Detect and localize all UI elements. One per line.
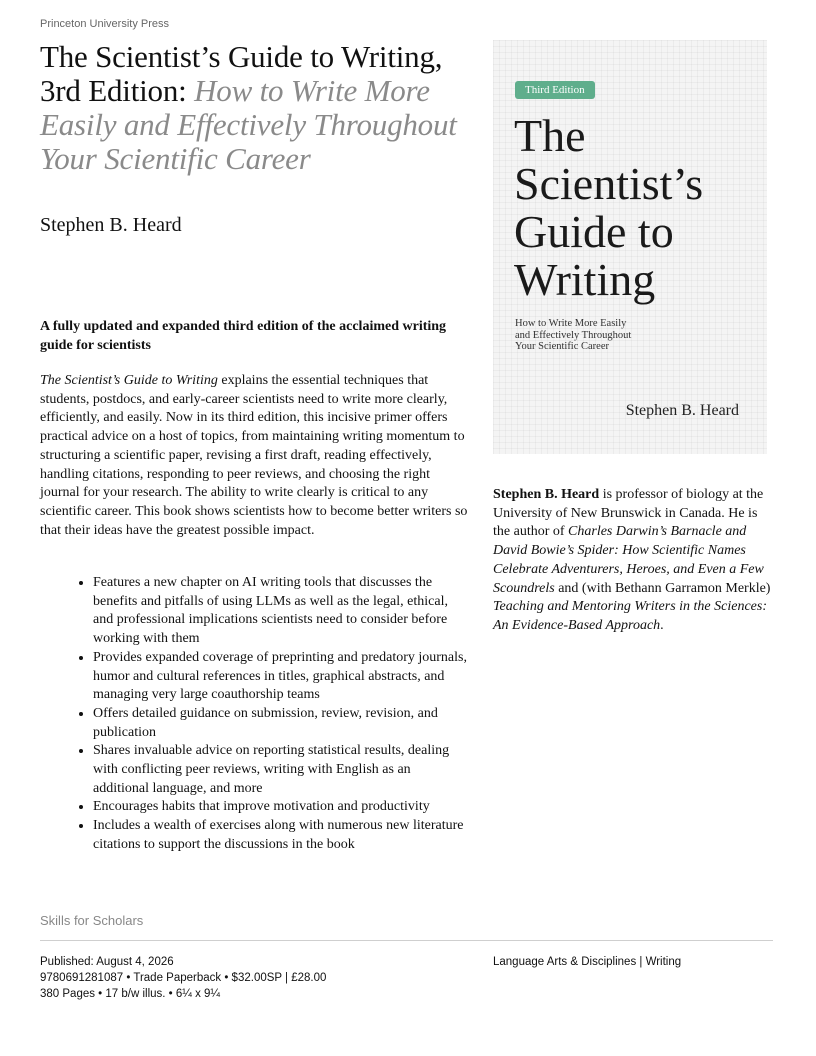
feature-item: • Shares invaluable advice on reporting statistical results, dealing with conflicting peer reviews, writing with English as an additional language, and more: [93, 742, 468, 798]
series-name: Skills for Scholars: [40, 913, 144, 928]
bio-text: .: [660, 617, 664, 633]
lead-statement: A fully updated and expanded third edition of the acclaimed writing guide for scientists: [40, 319, 447, 353]
cover-subtitle: [515, 318, 665, 353]
cover-title-line: The: [514, 110, 586, 161]
isbn-format-price: 9780691281087 • Trade Paperback • $32.00SP | £28.00: [40, 972, 327, 984]
subject-category: Language Arts & Disciplines | Writing: [493, 956, 682, 968]
book-title-main: The Scientist’s Guide to Writing, 3rd Edition:: [40, 39, 443, 108]
publication-details: [40, 954, 326, 1002]
cover-title-line: Scientist’s: [514, 158, 704, 209]
book-cover-image: [493, 40, 767, 454]
footer-divider: [40, 940, 773, 941]
bio-text: and (with Bethann Garramon Merkle): [554, 580, 771, 596]
description-paragraph: [40, 372, 468, 540]
cover-edition-badge: Third Edition: [515, 81, 595, 99]
feature-item: • Encourages habits that improve motivation and productivity: [93, 798, 468, 817]
cover-author: Stephen B. Heard: [625, 402, 739, 419]
bio-book-title: Teaching and Mentoring Writers in the Sciences: An Evidence-Based Approach: [493, 599, 767, 633]
description-book-name: The Scientist’s Guide to Writing: [40, 373, 218, 388]
feature-list: [40, 574, 468, 855]
author-bio: [493, 486, 773, 636]
page-count-details: 380 Pages • 17 b/w illus. • 6¼ x 9¼: [40, 988, 221, 1000]
feature-item: • Features a new chapter on AI writing tools that discusses the benefits and pitfalls of using LLMs as well as the legal, ethical, and professional implications scientists need to consider before working with them: [93, 574, 468, 649]
bio-book-title: Charles Darwin’s Barnacle and David Bowie’s Spider: How Scientific Names Celebrate Adventurers, Heroes, and Even a Few Scoundrels: [493, 524, 764, 596]
book-subtitle: How to Write More Easily and Effectively Throughout Your Scientific Career: [40, 73, 457, 176]
feature-item: • Includes a wealth of exercises along with numerous new literature citations to support the discussions in the book: [93, 817, 468, 854]
book-title: [40, 40, 480, 176]
publisher-name: Princeton University Press: [40, 18, 169, 30]
cover-subtitle-line: How to Write More Easily: [515, 318, 627, 329]
cover-title-line: Writing: [514, 254, 656, 305]
book-author: Stephen B. Heard: [40, 214, 182, 236]
cover-title: [514, 112, 764, 304]
bio-text: is professor of biology at the University of New Brunswick in Canada. He is the author of: [493, 487, 764, 540]
cover-subtitle-line: and Effectively Throughout: [515, 329, 632, 341]
bio-author-name: Stephen B. Heard: [493, 487, 600, 502]
cover-title-line: Guide to: [514, 206, 674, 257]
description-text: explains the essential techniques that students, postdocs, and early-career scientists need to write more clearly, efficiently, and easily. Now in its third edition, this incisive primer offers practical advice on a host of topics, from maintaining writing momentum to structuring a scientific paper, revising a first draft, reading effectively, handling citations, responding to peer reviews, and choosing the right journal for your research. The ability to write clearly is critical to any scientific career. This book shows scientists how to become better writers so that their ideas have the greatest possible impact.: [40, 373, 468, 538]
publication-date: Published: August 4, 2026: [40, 956, 174, 968]
feature-item: • Provides expanded coverage of preprinting and predatory journals, humor and cultural references in titles, graphical abstracts, and managing very large coauthorship teams: [93, 649, 468, 705]
cover-subtitle-line: Your Scientific Career: [515, 341, 609, 352]
feature-item: • Offers detailed guidance on submission, review, revision, and publication: [93, 705, 468, 742]
